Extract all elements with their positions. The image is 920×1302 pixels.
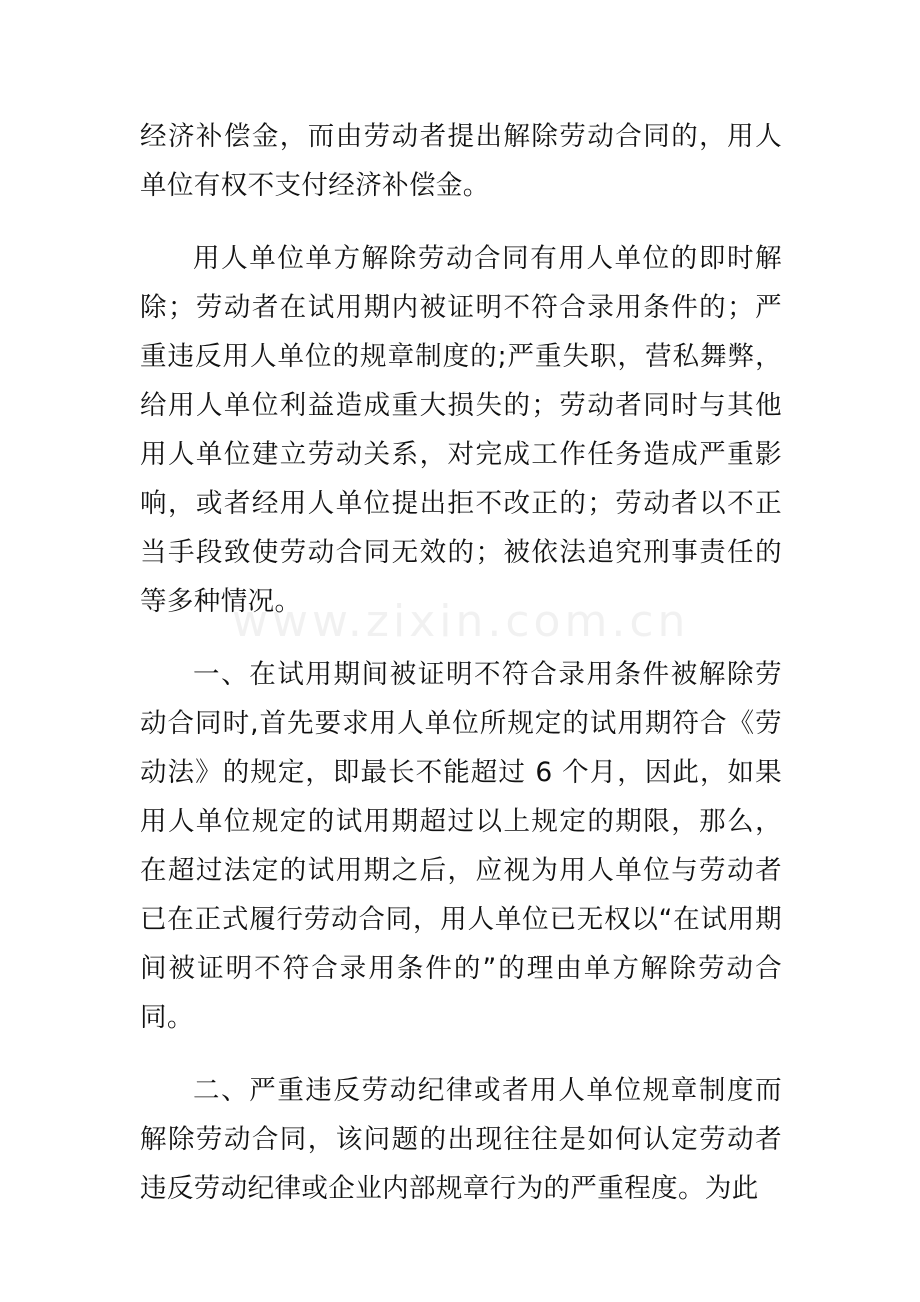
paragraph-continuation: 经济补偿金，而由劳动者提出解除劳动合同的，用人单位有权不支付经济补偿金。: [140, 121, 782, 201]
paragraph-termination-cases: 用人单位单方解除劳动合同有用人单位的即时解除；劳动者在试用期内被证明不符合录用条件的；严重违反用人单位的规章制度的;严重失职，营私舞弊，给用人单位利益造成重大损失的；劳动者同时与其他用人单位建立劳动关系，对完成工作任务造成严重影响，或者经用人单位提出拒不改正的；劳动者以不正当手段致使劳动合同无效的；被依法追究刑事责任的等多种情况。: [140, 243, 782, 617]
document-body: [140, 112, 782, 1213]
paragraph-discipline-violation: 二、严重违反劳动纪律或者用人单位规章制度而解除劳动合同，该问题的出现往往是如何认定劳动者违反劳动纪律或企业内部规章行为的严重程度。为此: [140, 1075, 782, 1204]
paragraph-probation-period: 一、在试用期间被证明不符合录用条件被解除劳动合同时,首先要求用人单位所规定的试用期符合《劳动法》的规定，即最长不能超过 6 个月，因此，如果用人单位规定的试用期超过以上规定的期限，那么，在超过法定的试用期之后，应视为用人单位与劳动者已在正式履行劳动合同，用人单位已无权以“在试用期间被证明不符合录用条件的”的理由单方解除劳动合同。: [140, 659, 782, 1033]
watermark: www.zixin.com.cn: [232, 596, 690, 647]
